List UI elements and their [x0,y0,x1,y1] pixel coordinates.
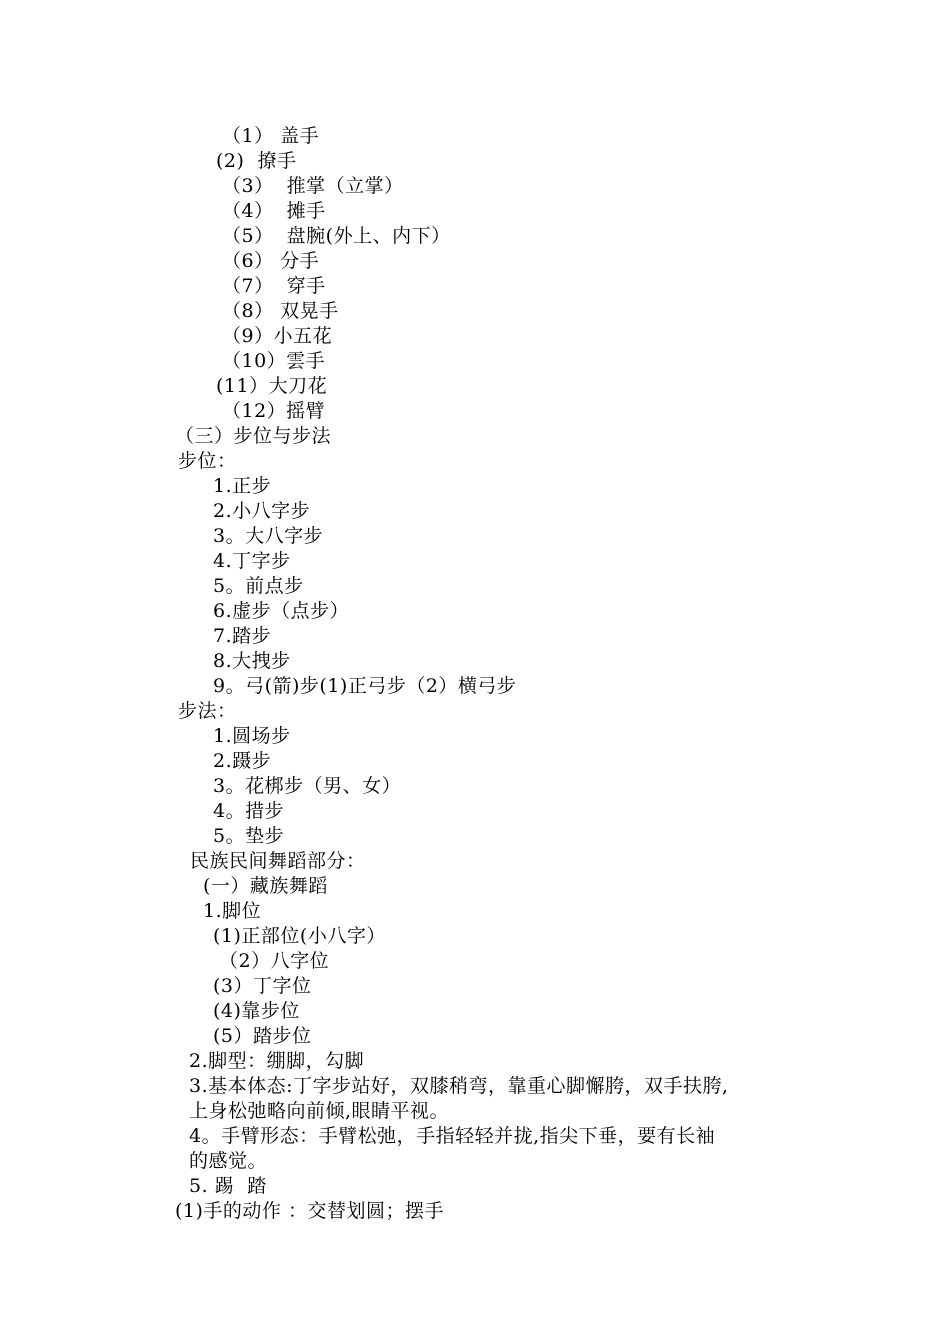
text-line: (3）丁字位 [213,975,312,997]
text-line: （9）小五花 [222,325,333,347]
text-line: 6.虚步（点步） [213,600,350,622]
text-line: (1)手的动作 ：交替划圆；摆手 [175,1200,444,1222]
text-line: （10）雲手 [222,350,326,372]
text-line: 2.脚型：绷脚，勾脚 [189,1050,365,1072]
text-line: 3。大八字步 [213,525,324,547]
text-line: （8） 双晃手 [222,300,339,322]
section-heading: 民族民间舞蹈部分： [190,850,366,872]
text-line: 2.小八字步 [213,500,311,522]
subsection-heading: 步法： [178,700,237,722]
subsection-heading: (一）藏族舞蹈 [203,875,328,897]
text-line: 4。手臂形态：手臂松弛，手指轻轻并拢,指尖下垂，要有长袖 [189,1125,716,1147]
text-line: (11）大刀花 [216,375,328,397]
section-heading: （三）步位与步法 [175,425,332,447]
text-line: （4） 摊手 [222,200,326,222]
text-line: (1)正部位(小八字） [213,925,386,947]
text-line: (5）踏步位 [213,1025,312,1047]
text-line: (4)靠步位 [213,1000,300,1022]
text-line: 1.正步 [213,475,272,497]
text-line: 4.丁字步 [213,550,291,572]
text-line: 5。前点步 [213,575,304,597]
text-line: （6） 分手 [222,250,320,272]
text-line: 4。措步 [213,800,285,822]
text-line: 2.蹑步 [213,750,272,772]
text-line: 9。弓(箭)步(1)正弓步（2）横弓步 [213,675,517,697]
text-line: （5） 盘腕(外上、内下） [222,225,451,247]
text-line: （3） 推掌（立掌） [222,175,404,197]
text-line: （7） 穿手 [222,275,326,297]
text-line: 5。垫步 [213,825,285,847]
text-line: （1） 盖手 [222,125,320,147]
text-line: (2) 撩手 [216,150,297,172]
text-line: 8.大拽步 [213,650,291,672]
text-line: 1.脚位 [203,900,262,922]
text-line: 3.基本体态:丁字步站好，双膝稍弯，靠重心脚懈胯，双手扶胯, [189,1075,729,1097]
text-line: 的感觉。 [189,1150,268,1172]
text-line: 3。花梆步（男、女） [213,775,402,797]
text-line: （2）八字位 [219,950,330,972]
text-line: 1.圆场步 [213,725,291,747]
subsection-heading: 步位： [178,450,237,472]
text-line: 7.踏步 [213,625,272,647]
text-line: 5. 踢 踏 [189,1175,267,1197]
text-line: （12）摇臂 [222,400,326,422]
text-line: 上身松弛略向前倾,眼睛平视。 [189,1100,450,1122]
